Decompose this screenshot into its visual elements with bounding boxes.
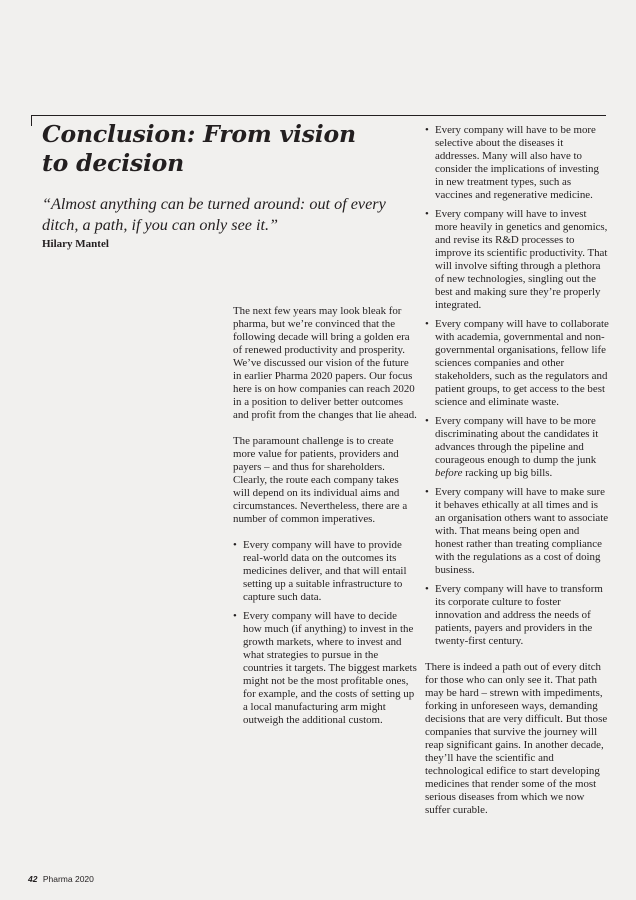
imperatives-list (233, 539, 418, 727)
top-rule (31, 115, 606, 116)
title-line-2: to decision (42, 149, 185, 177)
paragraph: The paramount challenge is to create more value for patients, providers and payers – and thus for shareholders. Clearly, the route each company takes will depend on its individual aims and circumstances. Nevertheless, there are a number of common imperatives. (233, 435, 408, 525)
body-column-left (233, 305, 418, 740)
list-item: • Every company will have to collaborate with academia, governmental and non-governmental organisations, fellow life sciences companies and other stakeholders, such as the regulators and patient groups, to get access to the best science and eliminate waste. (425, 318, 610, 409)
list-item: • Every company will have to transform its corporate culture to foster innovation and address the needs of patients, payers and providers in the twenty-first century. (425, 583, 610, 648)
paragraph: The next few years may look bleak for pharma, but we’re convinced that the following decade will bring a golden era of renewed productivity and prosperity. We’ve discussed our vision of the future in earlier Pharma 2020 papers. Our focus here is on how companies can reach 2020 in a position to deliver better outcomes and profit from the changes that lie ahead. (233, 305, 417, 421)
page-footer (28, 874, 94, 884)
title-line-1: Conclusion: From vision (42, 120, 356, 148)
list-item-text: Every company will have to be more discriminating about the candidates it advances through the pipeline and courageous enough to dump the junk (435, 415, 599, 466)
epigraph-quote: “Almost anything can be turned around: out of every ditch, a path, if you can only see it.” (42, 195, 386, 234)
list-item: • Every company will have to invest more heavily in genetics and genomics, and revise its R&D processes to improve its scientific productivity. That will involve sifting through a plethora of new technologies, singling out the best and making sure they’re properly integrated. (425, 208, 610, 312)
epigraph-author: Hilary Mantel (42, 238, 109, 250)
page-number: 42 (28, 874, 38, 884)
list-item-text: racking up big bills. (462, 467, 553, 479)
list-item: • Every company will have to decide how much (if anything) to invest in the growth markets, where to invest and what strategies to pursue in the countries it targets. The biggest markets might not be the most profitable ones, for example, and the costs of setting up a local manufacturing arm might outweigh the additional custom. (233, 610, 418, 727)
closing-paragraph: There is indeed a path out of every ditch for those who can only see it. That path may be hard – strewn with impediments, forking in unforeseen ways, demanding decisions that are very difficult. But those companies that survive the journey will reap significant gains. In another decade, they’ll have the scientific and technological edifice to start developing medicines that render some of the most serious diseases from which we now suffer curable. (425, 661, 608, 816)
emphasis-before: before (435, 467, 463, 479)
list-item: • Every company will have to provide real-world data on the outcomes its medicines deliver, and that will entail setting up a suitable infrastructure to capture such data. (233, 539, 418, 604)
publication-name: Pharma 2020 (42, 874, 94, 884)
corner-rule (31, 115, 32, 126)
list-item: • Every company will have to make sure it behaves ethically at all times and is an organisation others want to associate with. That means being open and honest rather than treating compliance with the regulations as a cost of doing business. (425, 486, 610, 577)
imperatives-list (425, 124, 610, 648)
list-item: • Every company will have to be more selective about the diseases it addresses. Many will also have to consider the implications of investing in new treatment types, such as vaccines and regenerative medicine. (425, 124, 610, 202)
page-title (42, 120, 382, 178)
list-item (425, 415, 610, 480)
body-column-right (425, 124, 610, 830)
